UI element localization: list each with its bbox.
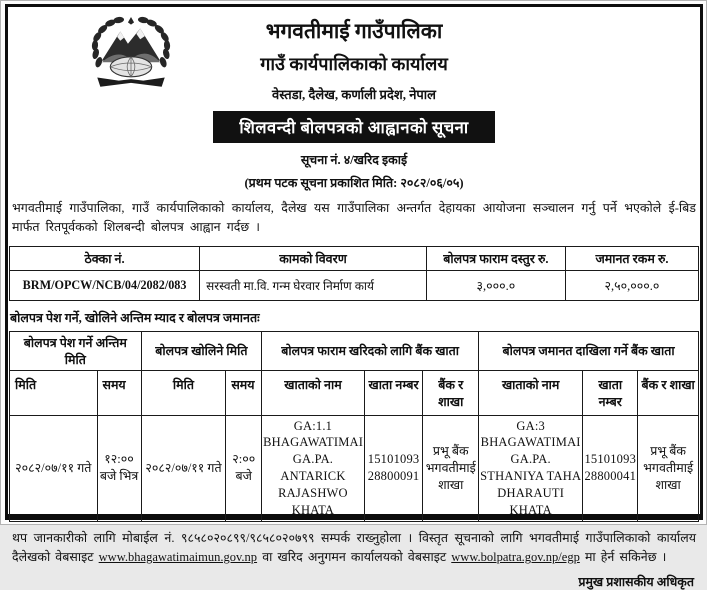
sub-header-account-name-1: खाताको नाम <box>262 370 365 415</box>
purchase-bank-branch-cell: प्रभू बैंक भगवतीमाई शाखा <box>423 415 479 521</box>
contract-table-header-row <box>10 246 699 270</box>
publication-date: (प्रथम पटक सूचना प्रकाशित मिति: २०८२/०६/०५) <box>244 176 464 190</box>
opening-time-cell: २:०० बजे <box>226 415 262 521</box>
form-fee-cell: ३,०००.० <box>426 270 565 300</box>
submission-time-cell: १२:०० बजे भित्र <box>97 415 141 521</box>
contract-table-row <box>10 270 699 300</box>
intro-paragraph: भगवतीमाई गाउँपालिका, गाउँ कार्यपालिकाको कार्यालय, दैलेख यस गाउँपालिका अन्तर्गत देहायका आयोजना सञ्चालन गर्नु पर्ने भएकोले ई-बिड मार्फत रितपूर्वकको शिलबन्दी बोलपत्र आह्वान गर्दछ । <box>12 201 696 234</box>
footer-text-2: वा खरिद अनुगमन कार्यालयको वेबसाइट <box>257 550 452 565</box>
document-header <box>9 9 699 191</box>
signature-title: प्रमुख प्रशासकीय अधिकृत <box>578 574 694 589</box>
work-desc-cell: सरस्वती मा.वि. गन्म घेरवार निर्माण कार्य <box>200 270 427 300</box>
group-header-purchase-account: बोलपत्र फाराम खरिदको लागि बैंक खाता <box>262 331 479 370</box>
group-header-opening-date: बोलपत्र खोलिने मिति <box>141 331 262 370</box>
deposit-account-name-cell: GA:3 BHAGAWATIMAI GA.PA. STHANIYA TAHA DHARAUTI KHATA <box>479 415 583 521</box>
sub-header-date-1: मिति <box>10 370 98 415</box>
sub-header-time-2: समय <box>226 370 262 415</box>
footer-text-1: थप जानकारीको लागि मोबाईल नं. ९८५८०२०८९९/९८५८०२०७९९ सम्पर्क राख्नुहोला । विस्तृत सूचनाको लागि भगवतीमाई गाउँपालिकाको कार्यालय दैलेखको वेबसाइट <box>12 530 696 565</box>
emblem-globe <box>110 57 151 77</box>
schedule-group-header-row <box>10 331 699 370</box>
col-header-contract-no: ठेक्का नं. <box>10 246 200 270</box>
notice-banner: शिलवन्दी बोलपत्रको आह्वानको सूचना <box>213 111 494 143</box>
col-header-work-desc: कामको विवरण <box>200 246 427 270</box>
footer-info <box>12 529 696 568</box>
municipality-title: भगवतीमाई गाउँपालिका <box>265 19 443 43</box>
sub-header-bank-branch-1: बैंक र शाखा <box>423 370 479 415</box>
sub-header-date-2: मिति <box>141 370 226 415</box>
nepal-emblem-logo <box>85 12 177 94</box>
footer-text-3: मा हेर्न सकिनेछ । <box>579 550 667 565</box>
group-header-submission-deadline: बोलपत्र पेश गर्ने अन्तिम मिति <box>10 331 142 370</box>
submission-date-cell: २०८२/०७/११ गते <box>10 415 98 521</box>
col-header-deposit: जमानत रकम रु. <box>566 246 699 270</box>
purchase-account-name-cell: GA:1.1 BHAGAWATIMAI GA.PA. ANTARICK RAJASHWO KHATA <box>262 415 365 521</box>
deposit-bank-branch-cell: प्रभू बैंक भगवतीमाई शाखा <box>638 415 699 521</box>
office-title: गाउँ कार्यपालिकाको कार्यालय <box>260 54 448 74</box>
deposit-account-number-cell: 15101093 28800041 <box>583 415 638 521</box>
col-header-form-fee: बोलपत्र फाराम दस्तुर रु. <box>426 246 565 270</box>
purchase-account-number-cell: 15101093 28800091 <box>364 415 423 521</box>
group-header-deposit-account: बोलपत्र जमानत दाखिला गर्ने बैंक खाता <box>479 331 699 370</box>
sub-header-account-number-1: खाता नम्बर <box>364 370 423 415</box>
schedule-section-label: बोलपत्र पेश गर्ने, खोलिने अन्तिम म्याद र बोलपत्र जमानतः <box>10 310 260 325</box>
emblem-ribbon <box>97 78 164 87</box>
municipality-website-link: www.bhagawatimaimun.gov.np <box>98 550 258 565</box>
sub-header-account-name-2: खाताको नाम <box>479 370 583 415</box>
schedule-data-row <box>10 415 699 521</box>
opening-date-cell: २०८२/०७/११ गते <box>141 415 226 521</box>
sub-header-time-1: समय <box>97 370 141 415</box>
document-frame <box>5 4 703 589</box>
contract-table <box>9 246 699 301</box>
schedule-sub-header-row <box>10 370 699 415</box>
sub-header-account-number-2: खाता नम्बर <box>583 370 638 415</box>
office-address: वेस्तडा, दैलेख, कर्णाली प्रदेश, नेपाल <box>272 87 436 102</box>
deposit-amount-cell: २,५०,०००.० <box>566 270 699 300</box>
sub-header-bank-branch-2: बैंक र शाखा <box>638 370 699 415</box>
bolpatra-website-link: www.bolpatra.gov.np/egp <box>451 550 580 565</box>
schedule-table <box>9 331 699 522</box>
contract-no-cell: BRM/OPCW/NCB/04/2082/083 <box>10 270 200 300</box>
notice-number: सूचना नं. ४/खरिद इकाई <box>300 153 408 167</box>
